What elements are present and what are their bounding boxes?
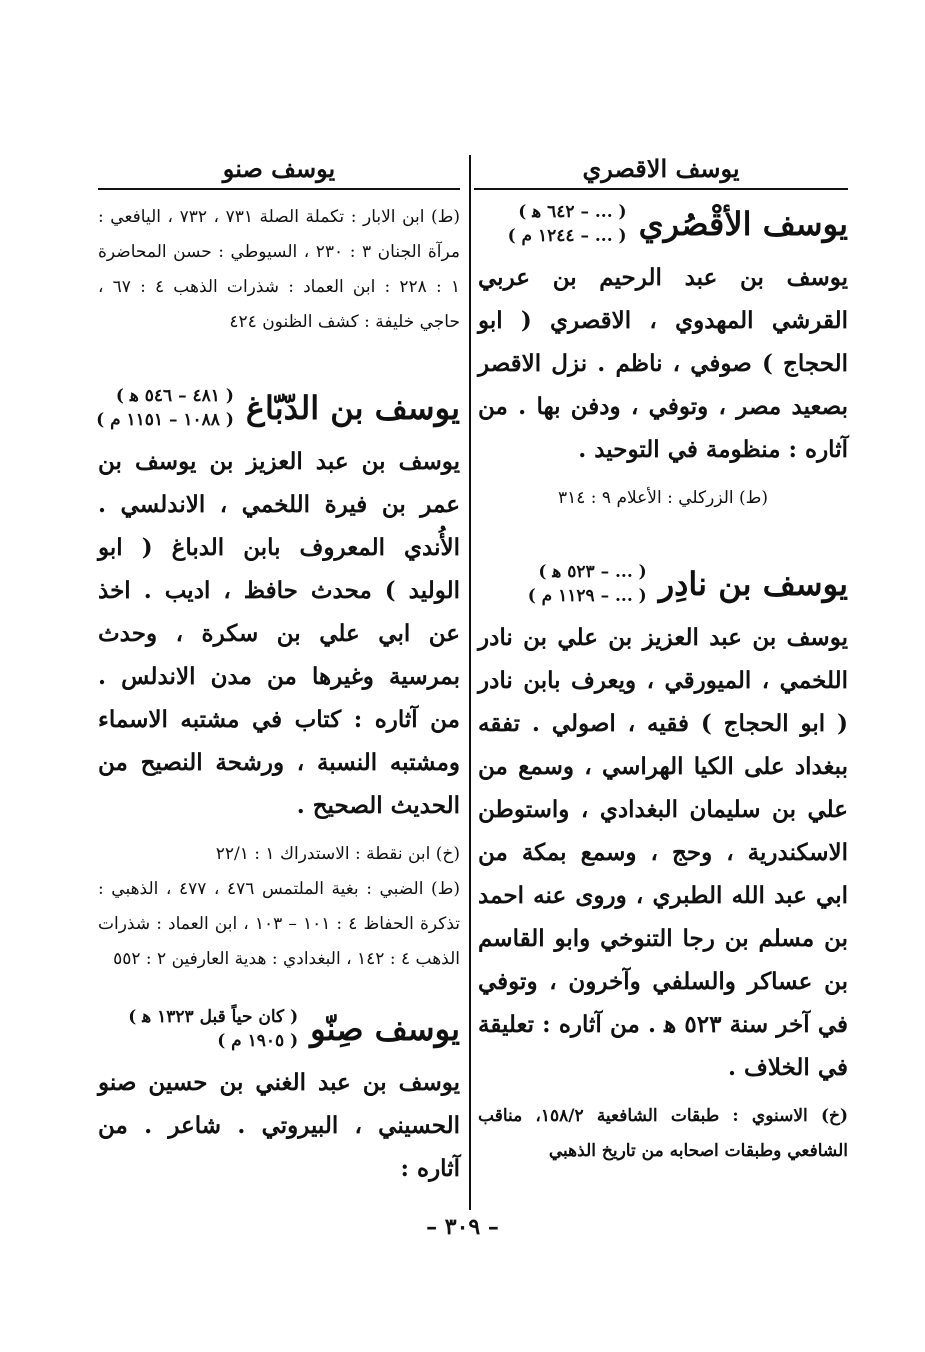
entry-sources: (ط) الزركلي : الأعلام ٩ : ٣١٤ xyxy=(557,488,769,508)
entry-aqsuri xyxy=(478,200,848,516)
page-number: – ٣٠٩ – xyxy=(426,1214,499,1240)
entry-dates xyxy=(96,384,234,432)
dates-hijri: ( ٤٨١ – ٥٤٦ ﻫ ) xyxy=(115,386,234,406)
entry-header xyxy=(98,384,460,432)
entry-sources: (خ) الاسنوي : طبقات الشافعية ١٥٨/٢، مناقب الشافعي وطبقات اصحابه من تاريخ الذهبي xyxy=(478,1106,849,1161)
entry-name: يوسف بن الدّبّاغ xyxy=(245,389,460,427)
entry-name: يوسف بن نادِر xyxy=(658,565,848,603)
entry-header xyxy=(98,1005,460,1053)
entry-dates xyxy=(508,200,627,248)
entry-ibn-dabbagh xyxy=(98,384,460,977)
right-column xyxy=(478,150,848,1169)
dates-hijri: ( ... – ٥٢٣ ﻫ ) xyxy=(538,562,647,582)
dates-hijri: ( كان حياً قبل ١٣٢٣ ﻫ ) xyxy=(128,1007,299,1027)
entry-header xyxy=(478,560,848,608)
entry-text: يوسف بن عبد العزيز بن علي بن نادر اللخمي ، الميورقي ، ويعرف بابن نادر ( ابو الحجاج ) فقيه ، اصولي . تفقه ببغداد على الكيا الهراسي ، وسمع من علي بن سليمان البغدادي ، واستوطن الاسكندرية ، وحج ، وسمع بمكة من ابي عبد الله الطبري ، وروى عنه احمد بن مسلم بن رجا التنوخي وابو القاسم بن عساكر والسلفي وآخرون ، وتوفي في آخر سنة ٥٢٣ ﻫ . من آثاره : تعليقة في الخلاف . xyxy=(478,624,848,1081)
entry-dates xyxy=(128,1005,298,1053)
running-head-right: يوسف الاقصري xyxy=(474,150,848,190)
entry-text: يوسف بن عبد الرحيم بن عربي القرشي المهدوي ، الاقصري ( ابو الحجاج ) صوفي ، ناظم . نزل الاقصر بصعيد مصر ، وتوفي ، ودفن بها . من آثاره : منظومة في التوحيد . xyxy=(478,264,848,463)
continued-sources: (ط) ابن الابار : تكملة الصلة ٧٣١ ، ٧٣٢ ، اليافعي : مرآة الجنان ٣ : ٢٣٠ ، السيوطي : حسن المحاضرة ١ : ٢٢٨ : ابن العماد : شذرات الذهب ٤ : ٦٧ ، حاجي خليفة : كشف الظنون ٤٢٤ xyxy=(98,207,461,332)
entry-name: يوسف الأقْصُري xyxy=(638,205,848,243)
column-divider xyxy=(469,155,471,1210)
dates-gregorian: ( ١٠٨٨ – ١١٥١ م ) xyxy=(96,410,234,430)
entry-header xyxy=(478,200,848,248)
dates-gregorian: ( ١٩٠٥ م ) xyxy=(217,1031,299,1051)
dates-gregorian: ( ... – ١٢٤٤ م ) xyxy=(507,226,627,246)
running-head-left: يوسف صنو xyxy=(98,150,460,190)
entry-dates xyxy=(528,560,647,608)
left-column xyxy=(98,150,460,1190)
entry-source: (خ) ابن نقطة : الاستدراك ١ : ٢٢/١ xyxy=(215,844,460,864)
entry-source: (ط) الضبي : بغية الملتمس ٤٧٦ ، ٤٧٧ ، الذهبي : تذكرة الحفاظ ٤ : ١٠١ – ١٠٣ ، ابن العماد : شذرات الذهب ٤ : ١٤٢ ، البغدادي : هدية العارفين ٢ : ٥٥٢ xyxy=(98,879,460,969)
entry-text: يوسف بن عبد العزيز بن يوسف بن عمر بن فيرة اللخمي ، الاندلسي . الأُندي المعروف بابن الدباغ ( ابو الوليد ) محدث حافظ ، اديب . اخذ عن ابي علي بن سكرة ، وحدث بمرسية وغيرها من مدن الاندلس . من آثاره : كتاب في مشتبه الاسماء ومشتبه النسبة ، ورشحة النصيح من الحديث الصحيح . xyxy=(98,448,460,819)
dates-hijri: ( ... – ٦٤٢ ﻫ ) xyxy=(518,202,627,222)
entry-text: يوسف بن عبد الغني بن حسين صنو الحسيني ، البيروتي . شاعر . من آثاره : xyxy=(98,1069,460,1182)
entry-sinno xyxy=(98,1005,460,1190)
entry-ibn-nadir xyxy=(478,560,848,1169)
dates-gregorian: ( ... – ١١٢٩ م ) xyxy=(527,586,647,606)
entry-name: يوسف صِنّو xyxy=(310,1010,460,1048)
